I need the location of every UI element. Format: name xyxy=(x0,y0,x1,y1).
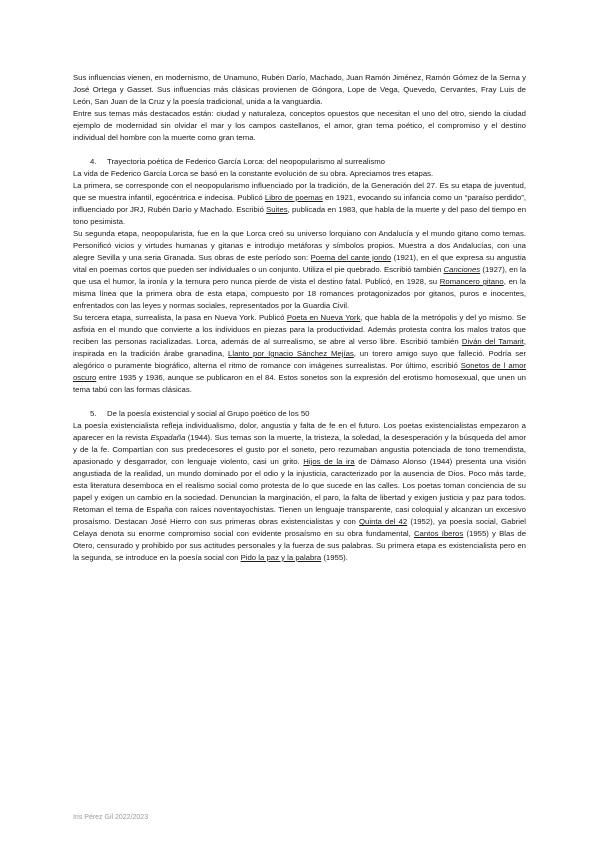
work-title-link: Romancero gitano xyxy=(439,277,504,286)
text-run: en 1921, evocando su infancia como un “paraíso perdido”, influenciado por JRJ, Rubén Darío y Machado. Escribió xyxy=(73,193,526,214)
text-run: Su tercera etapa, surrealista, la pasa en Nueva York. Publicó xyxy=(73,313,287,322)
work-title-link: Poeta en Nueva York xyxy=(286,313,361,322)
paragraph-lorca-third-stage xyxy=(73,312,526,396)
section-number: 5. xyxy=(90,409,97,418)
section-heading-5 xyxy=(90,408,526,420)
section-number: 4. xyxy=(90,157,97,166)
paragraph-lorca-first-stage xyxy=(73,180,526,228)
document-body xyxy=(73,72,526,564)
text-run: , un torero amigo suyo que falleció. Podría ser alegórico o puramente biográfico, alterna el ritmo de romance con imágenes surrealistas. Por último, escribió xyxy=(73,349,526,370)
work-title-link: Libro de poemas xyxy=(264,193,323,202)
work-title-link: Suites xyxy=(266,205,288,214)
work-title-link: Llanto por Ignacio Sánchez Mejías xyxy=(228,349,354,358)
section-title: De la poesía existencial y social al Grupo poético de los 50 xyxy=(107,409,310,418)
work-title-link: Canciones xyxy=(443,265,481,274)
text-run: (1955). xyxy=(321,553,348,562)
text-run: entre 1935 y 1936, aunque se publicaron en el 84. Estos sonetos son la expresión del erotismo homosexual, que unen un tema tabú con las formas clásicas. xyxy=(73,373,526,394)
paragraph-lorca-second-stage xyxy=(73,228,526,312)
paragraph-influences xyxy=(73,72,526,108)
text-run: de Dámaso Alonso (1944) presenta una visión angustiada de la realidad, un mundo dominado por el odio y la injusticia, caracterizado por la ausencia de Dios. Poco más tarde, esta literatura desemboca en el realismo social como protesta de lo que sucede en las calles. Los poetas toman conciencia de su papel y exigen un cambio en la sociedad. Denuncian la marginación, el paro, la falta de libertad y exigen justicia y paz para todos. Retoman el tema de España con raíces noventayochistas. Tienen un lenguaje transparente, casi coloquial y alcanzan un excesivo prosaísmo. Destacan José Hierro con sus primeras obras existencialistas y con xyxy=(73,457,526,526)
work-title-link: Sonetos de l amor oscuro xyxy=(73,361,526,382)
text-run: (1927), en la que usa el humor, la ironía y la ternura pero nunca pierde de vista el destino fatal. Publicó, en 1928, su xyxy=(73,265,526,286)
work-title-link: Pido la paz y la palabra xyxy=(240,553,322,562)
text-run: (1955) y Blas de Otero, censurado y prohibido por sus actitudes personales y la fuerza de sus palabras. Su primera etapa es existencialista pero en la segunda, se introduce en la poesía social con xyxy=(73,529,527,562)
text-run: , que habla de la metrópolis y del yo mismo. Se asfixia en el mundo que convierte a los individuos en piezas para la productividad. Además protesta contra los malos tratos que reciben las personas racializadas. Lorca, además de al surrealismo, se abre al verso libre. Escribió también xyxy=(73,313,526,346)
text-run: , en la misma línea que la primera obra de esta etapa, compuesto por 18 romances protagonizados por gitanos, puros e inocentes, enfrentados con las leyes y normas sociales, representados por la Guardia Civil. xyxy=(73,277,526,310)
work-title-link: Quinta del 42 xyxy=(359,517,408,526)
text-run: (1944). Sus temas son la muerte, la tristeza, la soledad, la desesperación y la búsqueda del amor y de la fe. Compartían con sus predecesores el gusto por el soneto, pero rezumaban angustia potenciada de tono tremendista, apasionado y desgarrador, con lenguaje violento, casi un grito. xyxy=(73,433,526,466)
work-title-link: Diván del Tamarit xyxy=(461,337,524,346)
section-heading-4 xyxy=(90,156,526,168)
work-title-link: Cantos íberos xyxy=(413,529,464,538)
section-title: Trayectoria poética de Federico García Lorca: del neopopularismo al surrealismo xyxy=(107,157,385,166)
text-run: (1921), en el que expresa su angustia vital en poemas cortos que pueden ser individuales o un conjunto. Utiliza el pie quebrado. Escribió también xyxy=(73,253,526,274)
text-run: , inspirada en la tradición árabe granadina, xyxy=(73,337,526,358)
paragraph-existential-poetry xyxy=(73,420,526,564)
text-run: La poesía existencialista refleja individualismo, dolor, angustia y falta de fe en el futuro. Los poetas existencialistas empezaron a aparecer en la revista xyxy=(73,421,526,442)
paragraph-lorca-intro xyxy=(73,168,526,180)
text-run: La primera, se corresponde con el neopopularismo influenciado por la tradición, de la Generación del 27. Es su etapa de juventud, que se muestra infantil, egocéntrica e indecisa. Publicó xyxy=(73,181,526,202)
text-run: (1952), ya poesía social, Gabriel Celaya denota su enorme compromiso social con evidente prosaísmo en su obra fundamental, xyxy=(73,517,527,538)
italic-title: Espadaña xyxy=(150,433,186,442)
text-run: Entre sus temas más destacados están: ciudad y naturaleza, conceptos opuestos que necesitan el uno del otro, siendo la ciudad ejemplo de modernidad sin olvidar el mar y los campos castellanos, el amor, gran tema poético, el compromiso y el destino individual del hombre con la muerte como gran tema. xyxy=(73,109,526,142)
work-title-link: Hijos de la ira xyxy=(303,457,355,466)
text-run: Su segunda etapa, neopopularista, fue en la que Lorca creó su universo lorquiano con Andalucía y el mundo gitano como temas. Personificó vicios y virtudes humanas y gitanas e introdujo metáforas y símbolos propios. Muestra a dos Andalucías, con una alegre Sevilla y una seria Granada. Sus obras de este período son: xyxy=(73,229,526,262)
text-run: , publicada en 1983, que habla de la muerte y del paso del tiempo en tono pesimista. xyxy=(73,205,527,226)
text-run: La vida de Federico García Lorca se basó en la constante evolución de su obra. Apreciamos tres etapas. xyxy=(73,169,434,178)
work-title-link: Poema del cante jondo xyxy=(310,253,392,262)
text-run: Sus influencias vienen, en modernismo, de Unamuno, Rubén Darío, Machado, Juan Ramón Jiménez, Ramón Gómez de la Serna y José Ortega y Gasset. Sus influencias más clásicas provienen de Góngora, Lope de Vega, Quevedo, Cervantes, Fray Luis de León, San Juan de la Cruz y la poesía tradicional, unida a la vanguardia. xyxy=(73,73,526,106)
paragraph-themes xyxy=(73,108,526,144)
footer-author: Iris Pérez Gil 2022/2023 xyxy=(73,814,149,821)
